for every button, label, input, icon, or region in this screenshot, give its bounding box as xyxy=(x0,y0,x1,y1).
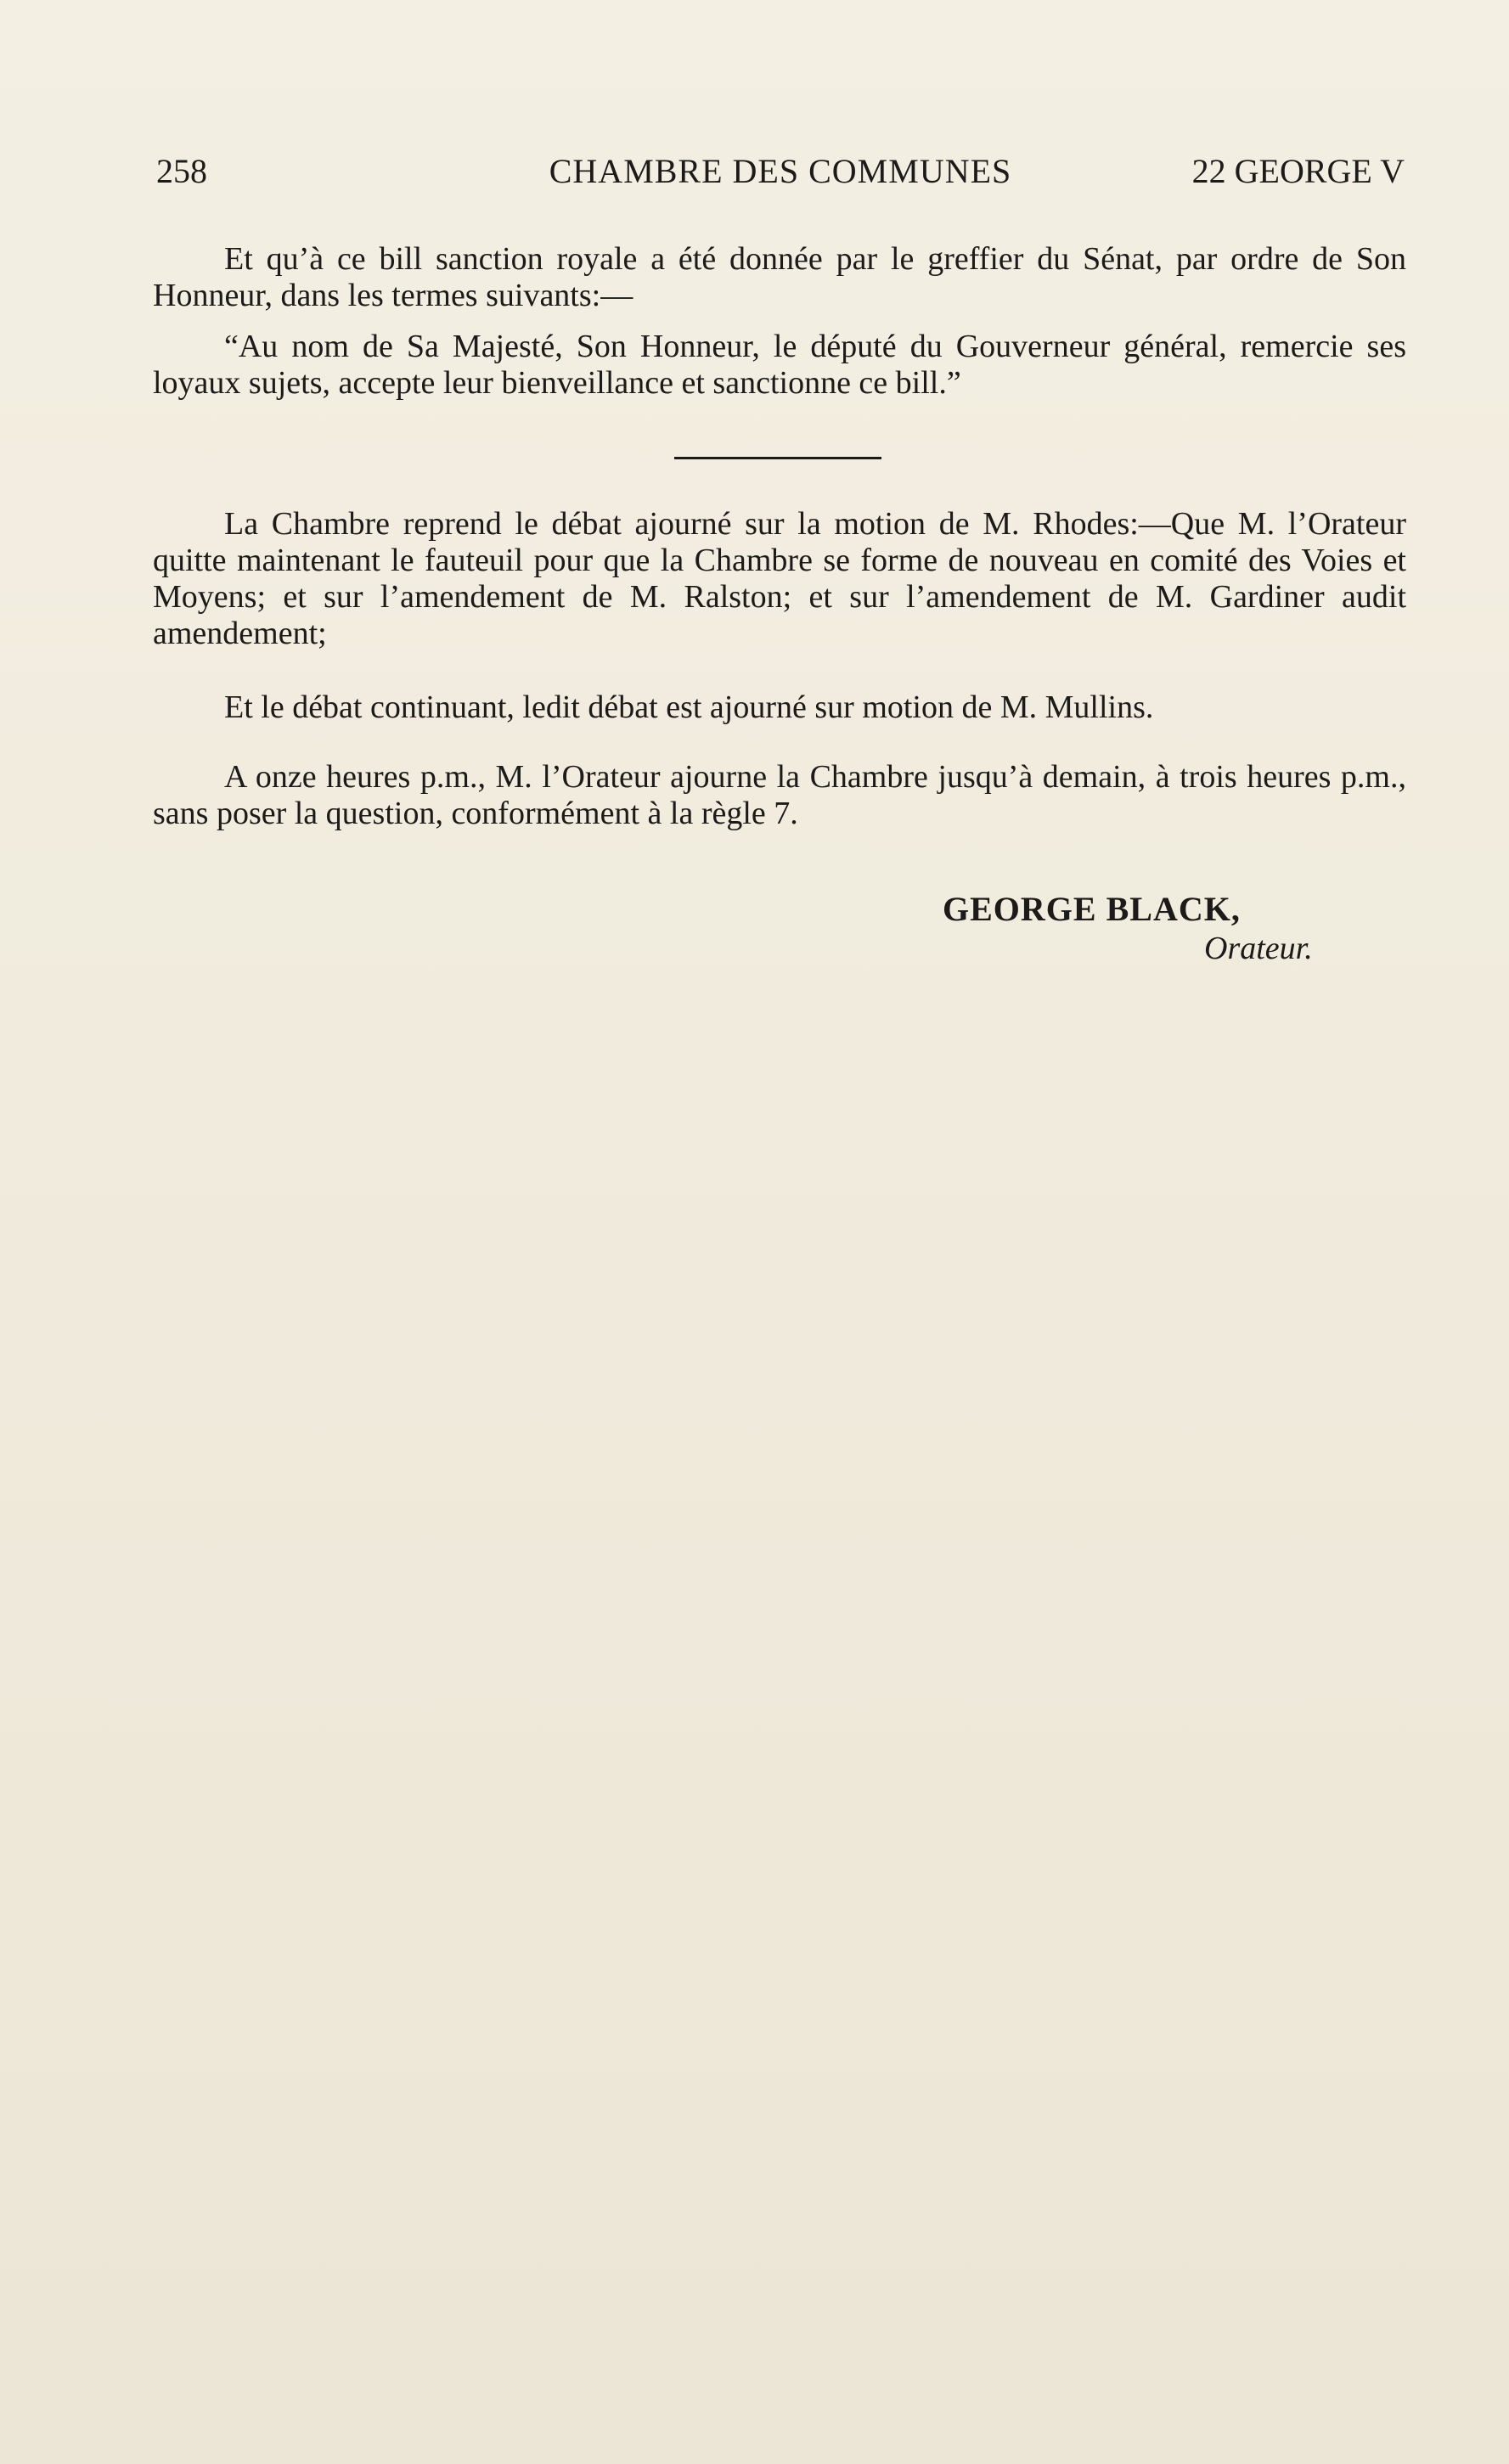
speaker-name: GEORGE BLACK, xyxy=(943,890,1241,928)
regnal-year: 22 GEORGE V xyxy=(1191,152,1405,190)
paragraph-assent-formula: “Au nom de Sa Majesté, Son Honneur, le député du Gouverneur général, remercie ses loyaux sujets, accepte leur bienveillance et sanctionne ce bill.” xyxy=(153,329,1406,401)
section-divider xyxy=(674,457,881,459)
paragraph-house-adjourned: A onze heures p.m., M. l’Orateur ajourne la Chambre jusqu’à demain, à trois heures p.m., sans poser la question, conformément à la règle 7. xyxy=(153,759,1406,831)
paragraph-debate-resumed: La Chambre reprend le débat ajourné sur la motion de M. Rhodes:—Que M. l’Orateur quitte maintenant le fauteuil pour que la Chambre se forme de nouveau en comité des Voies et Moyens; et sur l’amendement de M. Ralston; et sur l’amendement de M. Gardiner audit amendement; xyxy=(153,506,1406,651)
running-title: CHAMBRE DES COMMUNES xyxy=(549,152,1012,190)
speaker-title: Orateur. xyxy=(1204,931,1313,966)
page-number: 258 xyxy=(156,152,207,190)
signature-block xyxy=(943,890,1333,968)
page-header xyxy=(156,146,1405,197)
paragraph-debate-adjourned: Et le débat continuant, ledit débat est ajourné sur motion de M. Mullins. xyxy=(224,689,1154,725)
paragraph-royal-assent: Et qu’à ce bill sanction royale a été donnée par le greffier du Sénat, par ordre de Son Honneur, dans les termes suivants:— xyxy=(153,241,1406,313)
